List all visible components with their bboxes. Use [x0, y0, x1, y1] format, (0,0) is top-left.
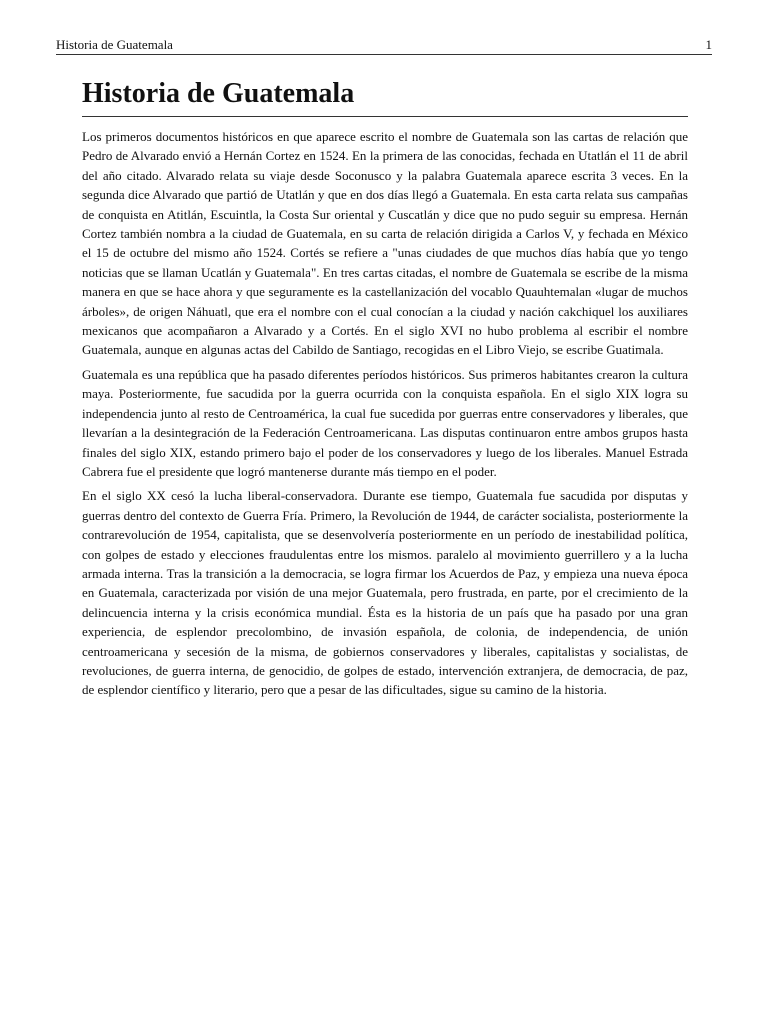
- article: [82, 76, 688, 705]
- running-title: Historia de Guatemala: [56, 37, 173, 52]
- paragraph: Los primeros documentos históricos en que aparece escrito el nombre de Guatemala son las cartas de relación que Pedro de Alvarado envió a Hernán Cortez en 1524. En la primera de las conocidas, fechada en Utatlán el 11 de abril del año citado. Alvarado relata su viaje desde Soconusco y la palabra Guatemala aparece escrita 3 veces. En la segunda dice Alvarado que partió de Utatlán y que en dos días llegó a Guatemala. En esta carta relata sus campañas de conquista en Atitlán, Escuintla, la Costa Sur oriental y Cuscatlán y dice que no pudo seguir su empresa. Hernán Cortez también nombra a la ciudad de Guatemala, en su carta de relación dirigida a Carlos V, y fechada en México el 15 de octubre del mismo año 1524. Cortés se refiere a "unas ciudades de que muchos días había que yo tengo noticias que se llaman Ucatlán y Guatemala". En tres cartas citadas, el nombre de Guatemala se escribe de la misma manera en que se hace ahora y que seguramente es la castellanización del vocablo Quauhtemalan «lugar de muchos árboles», de origen Náhuatl, que era el nombre con el cual conocían a la ciudad y nación cakchiquel los auxiliares mexicanos que acompañaron a Alvarado y a Cortés. En el siglo XVI no hubo problema al escribir el nombre Guatemala, aunque en algunas actas del Cabildo de Santiago, recogidas en el Libro Viejo, se escribe Guatimala.: [82, 129, 688, 358]
- paragraph: Guatemala es una república que ha pasado diferentes períodos históricos. Sus primeros habitantes crearon la cultura maya. Posteriormente, fue sacudida por la guerra ocurrida con la conquista española. En el siglo XIX logra su independencia junto al resto de Centroamérica, la cual fue sucedida por guerras entre conservadores y liberales, que llevarían a la desintegración de la Federación Centroamericana. Las disputas continuaron entre ambos grupos hasta finales del siglo XIX, estando primero bajo el poder de los conservadores y luego de los liberales. Manuel Estrada Cabrera fue el presidente que logró mantenerse durante más tiempo en el poder.: [82, 366, 688, 479]
- article-title: Historia de Guatemala: [82, 76, 688, 117]
- page-number: 1: [705, 37, 712, 52]
- paragraph: En el siglo XX cesó la lucha liberal-conservadora. Durante ese tiempo, Guatemala fue sacudida por disputas y guerras dentro del contexto de Guerra Fría. Primero, la Revolución de 1944, de carácter socialista, posteriormente la contrarevolución de 1954, capitalista, que se desenvolvería posteriormente en un período de inestabilidad política, con golpes de estado y elecciones fraudulentas entre los mismos. paralelo al movimiento guerrillero y a la lucha armada interna. Tras la transición a la democracia, se logra firmar los Acuerdos de Paz, y empieza una nueva época en Guatemala, caracterizada por visión de una mejor Guatemala, pero frustrada, en parte, por el crecimiento de la delincuencia interna y la crisis económica mundial. Ésta es la historia de un país que ha pasado por una gran experiencia, de esplendor precolombino, de invasión española, de colonia, de independencia, de unión centroamericana y secesión de la misma, de gobiernos conservadores y liberales, capitalistas y socialistas, de revoluciones, de guerra interna, de genocidio, de golpes de estado, intervención extranjera, de democracia, de paz, de esplendor científico y literario, pero que a pesar de las dificultades, sigue su camino de la historia.: [82, 488, 688, 698]
- article-body: [82, 127, 688, 700]
- running-header: [56, 38, 712, 55]
